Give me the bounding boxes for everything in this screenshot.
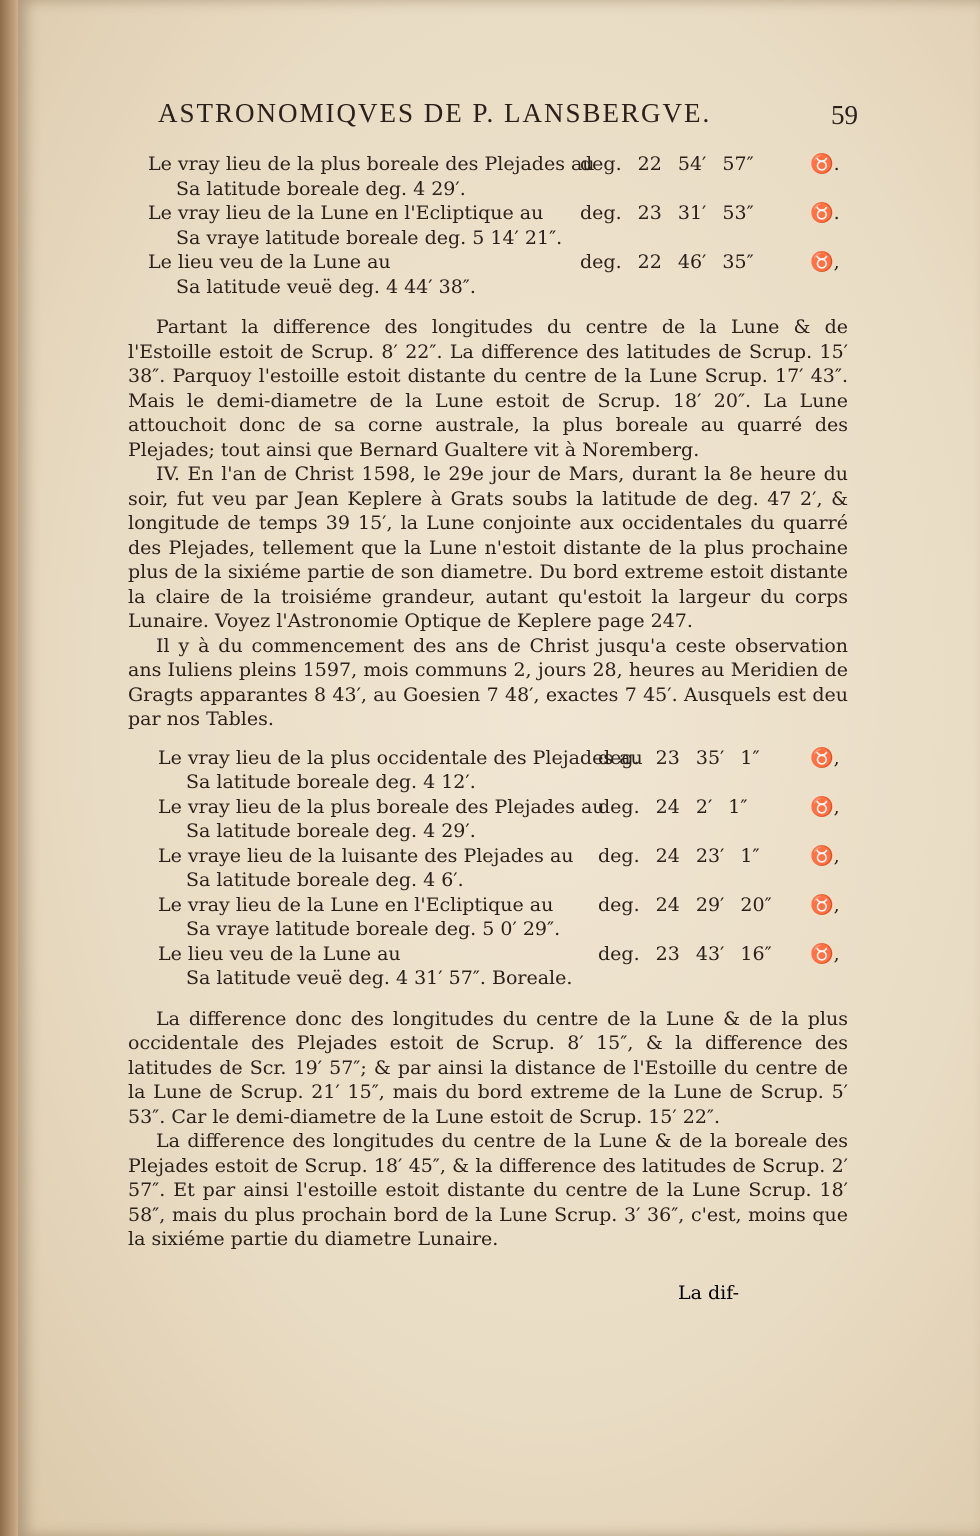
row-label: Le lieu veu de la Lune au [148, 251, 391, 273]
table-row [128, 966, 848, 991]
row-label: Sa vraye latitude boreale deg. 5 14′ 21″. [176, 226, 563, 249]
page-header [128, 92, 858, 132]
row-label: Sa latitude boreale deg. 4 29′. [176, 177, 466, 200]
table-row [128, 770, 848, 795]
row-label: Sa latitude boreale deg. 4 6′. [186, 869, 464, 891]
row-value: deg. 23 43′ 16″ [598, 942, 772, 965]
observation-table-2 [128, 746, 848, 991]
observation-table-1 [128, 152, 848, 299]
row-label: Le vraye lieu de la luisante des Plejades au [158, 844, 574, 867]
row-label: Sa latitude veuë deg. 4 31′ 57″. Boreale. [186, 967, 573, 989]
row-label: Le vray lieu de la plus boreale des Plejades au [158, 795, 605, 818]
table-row [128, 226, 848, 251]
row-value: deg. 22 54′ 57″ [580, 153, 754, 175]
paragraph: La difference donc des longitudes du centre de la Lune & de la plus occidentale des Plejades estoit de Scrup. 8′ 15″, & la difference des latitudes de Scr. 19′ 57″; & par ainsi la distance de l'Estoille du centre de la Lune de Scrup. 21′ 15″, mais du bord extreme de la Lune de Scrup. 5′ 53″. Car le demi-diametre de la Lune estoit de Scrup. 15′ 22″. [128, 1007, 848, 1128]
page-number: 59 [831, 100, 858, 130]
table-row [128, 917, 848, 942]
table-row [128, 275, 848, 300]
taurus-symbol: ♉, [810, 795, 840, 818]
table-row [128, 250, 848, 275]
table-row [128, 177, 848, 202]
taurus-symbol: ♉, [810, 942, 840, 965]
table-row [128, 893, 848, 918]
paragraph: IV. En l'an de Christ 1598, le 29e jour de Mars, durant la 8e heure du soir, fut veu par Jean Keplere à Grats soubs la latitude de deg. 47 2′, & longitude de temps 39 15′, la Lune conjointe aux occidentales du quarré des Plejades, tellement que la Lune n'estoit distante de la plus prochaine plus de la sixiéme partie de son diametre. Du bord extreme estoit distante la claire de la troisiéme grandeur, autant qu'estoit la largeur du corps Lunaire. Voyez l'Astronomie Optique de Keplere page 247. [128, 463, 848, 632]
row-value: deg. 24 29′ 20″ [598, 893, 772, 916]
taurus-symbol: ♉, [810, 893, 840, 916]
catchword: La dif- [678, 1282, 739, 1304]
taurus-symbol: ♉, [810, 844, 840, 867]
row-value: deg. 22 46′ 35″ [580, 251, 754, 273]
taurus-symbol: ♉. [810, 202, 840, 224]
table-row [128, 746, 848, 771]
running-title: ASTRONOMIQVES DE P. LANSBERGVE. [158, 98, 712, 128]
table-row [128, 942, 848, 967]
taurus-symbol: ♉, [810, 746, 840, 769]
table-row [128, 844, 848, 869]
row-label: Le vray lieu de la Lune en l'Ecliptique au [158, 893, 554, 916]
table-row [128, 152, 848, 177]
row-value: deg. 23 31′ 53″ [580, 202, 754, 224]
page-content [128, 92, 858, 1252]
book-page [18, 0, 980, 1536]
row-label: Sa latitude boreale deg. 4 12′. [186, 771, 476, 793]
taurus-symbol: ♉, [810, 251, 840, 273]
row-value: deg. 24 2′ 1″ [598, 795, 748, 818]
book-gutter [0, 0, 18, 1536]
row-label: Le lieu veu de la Lune au [158, 942, 401, 965]
row-value: deg. 23 35′ 1″ [598, 746, 760, 769]
row-label: Sa latitude boreale deg. 4 29′. [186, 820, 476, 842]
row-label: Sa latitude veuë deg. 4 44′ 38″. [176, 275, 476, 298]
row-label: Le vray lieu de la Lune en l'Ecliptique au [148, 202, 544, 224]
row-value: deg. 24 23′ 1″ [598, 844, 760, 867]
row-label: Sa vraye latitude boreale deg. 5 0′ 29″. [186, 918, 561, 940]
table-row [128, 201, 848, 226]
table-row [128, 868, 848, 893]
row-label: Le vray lieu de la plus boreale des Plejades au [148, 153, 595, 175]
taurus-symbol: ♉. [810, 153, 840, 175]
row-label: Le vray lieu de la plus occidentale des Plejades au [158, 746, 643, 769]
paragraph: Partant la difference des longitudes du centre de la Lune & de l'Estoille estoit de Scrup. 8′ 22″. La difference des latitudes de Scrup. 15′ 38″. Parquoy l'estoille estoit distante du centre de la Lune Scrup. 17′ 43″. Mais le demi-diametre de la Lune estoit de Scrup. 18′ 20″. La Lune attouchoit donc de sa corne australe, la plus boreale au quarré des Plejades; tout ainsi que Bernard Gualtere vit à Noremberg. [128, 316, 848, 461]
table-row [128, 819, 848, 844]
table-row [128, 795, 848, 820]
paragraph: La difference des longitudes du centre de la Lune & de la boreale des Plejades estoit de Scrup. 18′ 45″, & la difference des latitudes de Scrup. 2′ 57″. Et par ainsi l'estoille estoit distante du centre de la Lune Scrup. 18′ 58″, mais du plus prochain bord de la Lune Scrup. 3′ 36″, c'est, moins que la sixiéme partie du diametre Lunaire. [128, 1130, 848, 1250]
paragraph: Il y à du commencement des ans de Christ jusqu'a ceste observation ans Iuliens pleins 1597, mois communs 2, jours 28, heures au Meridien de Gragts apparantes 8 43′, au Goesien 7 48′, exactes 7 45′. Ausquels est deu par nos Tables. [128, 634, 848, 730]
